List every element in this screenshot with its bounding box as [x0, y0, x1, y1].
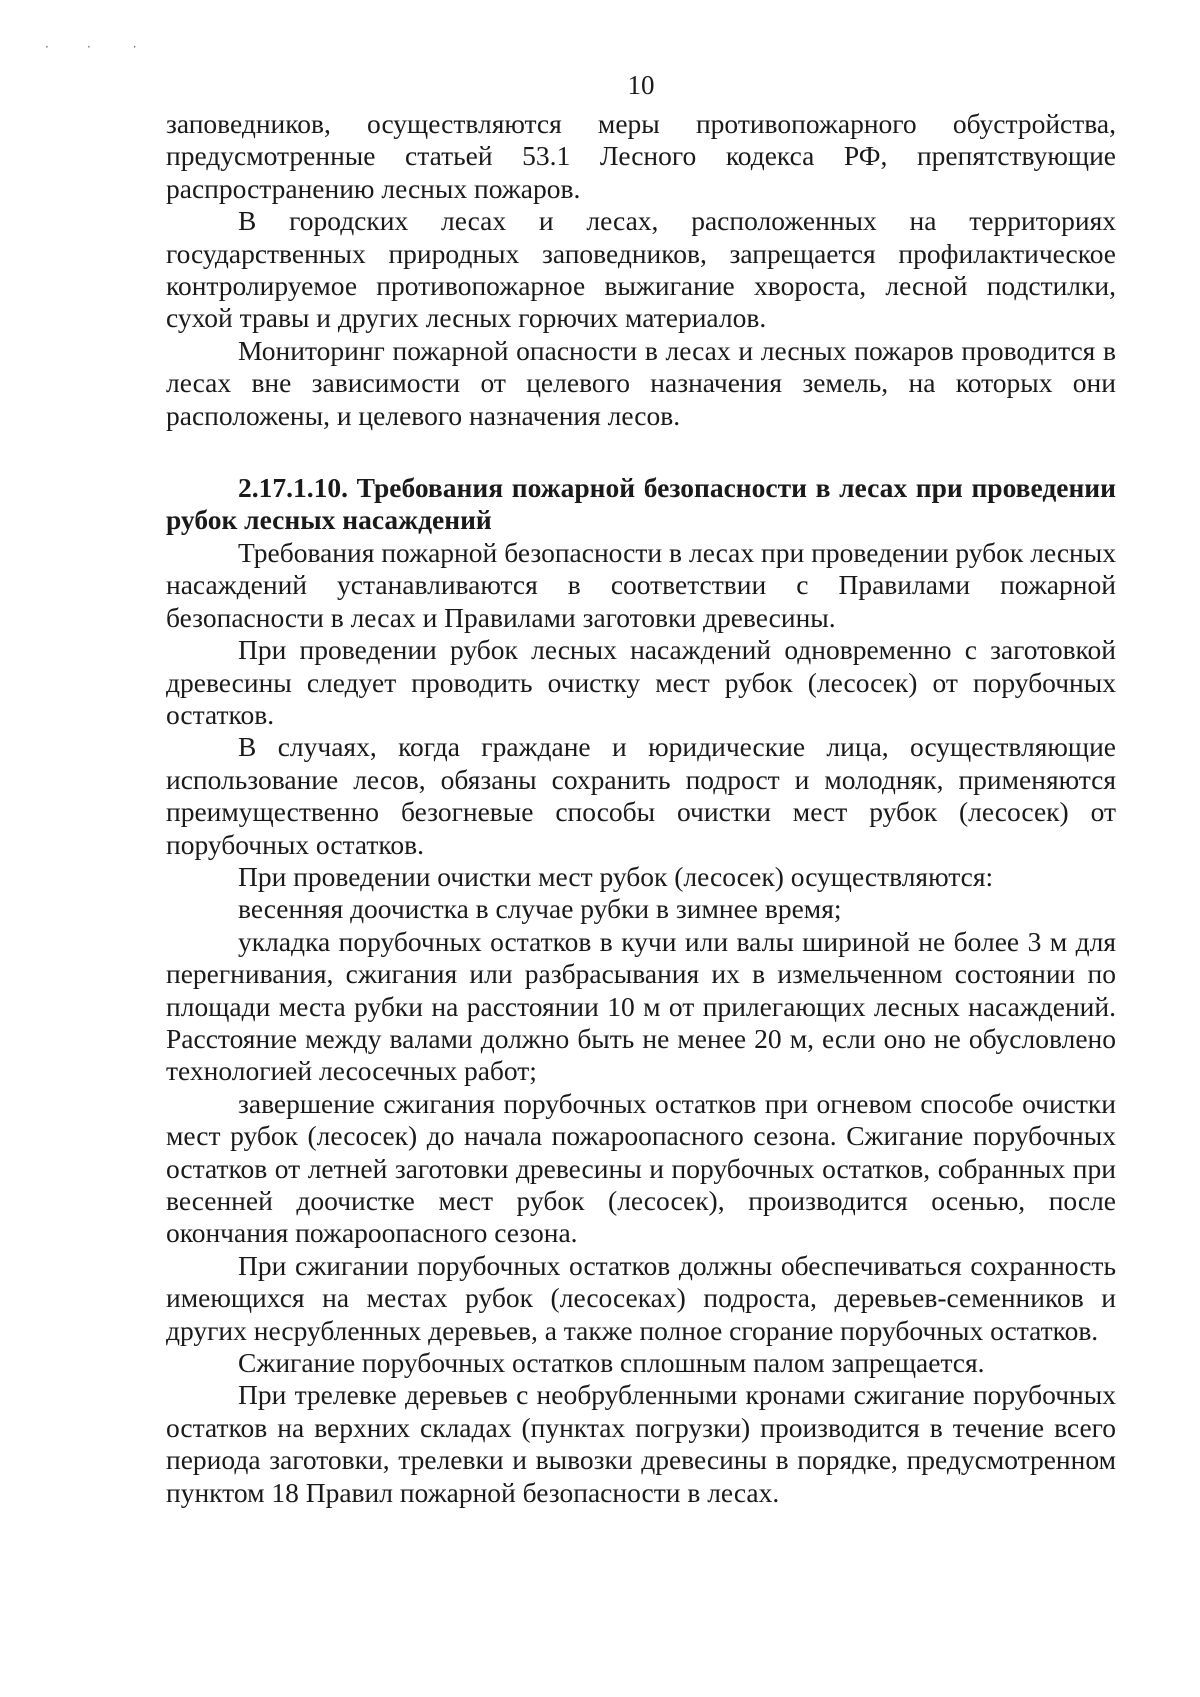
section-heading: 2.17.1.10. Требования пожарной безопасности в лесах при проведении рубок лесных насаждений	[166, 472, 1116, 536]
section-paragraph-10: При трелевке деревьев с необрубленными кронами сжигание порубочных остатков на верхних складах (пунктах погрузки) производится в течение всего периода заготовки, трелевки и вывозки древесины в порядке, предусмотренном пунктом 18 Правил пожарной безопасности в лесах.	[166, 1379, 1116, 1508]
section-paragraph-5: весенняя доочистка в случае рубки в зимнее время;	[238, 893, 842, 925]
section-paragraph-7: завершение сжигания порубочных остатков при огневом способе очистки мест рубок (лесосек) до начала пожароопасного сезона. Сжигание порубочных остатков от летней заготовки древесины и порубочных остатков, собранных при весенней доочистке мест рубок (лесосек), производится осенью, после окончания пожароопасного сезона.	[166, 1087, 1116, 1249]
paragraph-top-3: Мониторинг пожарной опасности в лесах и лесных пожаров проводится в лесах вне зависимости от целевого назначения земель, на которых они расположены, и целевого назначения лесов.	[166, 334, 1116, 431]
scan-artifact: · · ·	[45, 40, 137, 54]
section-paragraph-1: Требования пожарной безопасности в лесах при проведении рубок лесных насаждений устанавливаются в соответствии с Правилами пожарной безопасности в лесах и Правилами заготовки древесины.	[166, 536, 1116, 633]
section-paragraph-3: В случаях, когда граждане и юридические лица, осуществляющие использование лесов, обязаны сохранить подрост и молодняк, применяются преимущественно безогневые способы очистки мест рубок (лесосек) от порубочных остатков.	[166, 731, 1116, 860]
paragraph-top-2: В городских лесах и лесах, расположенных на территориях государственных природных заповедников, запрещается профилактическое контролируемое противопожарное выжигание хвороста, лесной подстилки, сухой травы и других лесных горючих материалов.	[166, 205, 1116, 334]
section-paragraph-8: При сжигании порубочных остатков должны обеспечиваться сохранность имеющихся на местах рубок (лесосеках) подроста, деревьев-семенников и других несрубленных деревьев, а также полное сгорание порубочных остатков.	[166, 1249, 1116, 1346]
section-paragraph-2: При проведении рубок лесных насаждений одновременно с заготовкой древесины следует проводить очистку мест рубок (лесосек) от порубочных остатков.	[166, 634, 1116, 730]
page-number: 10	[627, 70, 655, 100]
document-page	[166, 68, 1116, 1509]
section-paragraph-6: укладка порубочных остатков в кучи или валы шириной не более 3 м для перегнивания, сжигания или разбрасывания их в измельченном состоянии по площади места рубки на расстоянии 10 м от прилегающих лесных насаждений. Расстояние между валами должно быть не менее 20 м, если оно не обусловлено технологией лесосечных работ;	[166, 925, 1116, 1087]
section-paragraph-4: При проведении очистки мест рубок (лесосек) осуществляются:	[238, 860, 994, 892]
paragraph-top-1: заповедников, осуществляются меры противопожарного обустройства, предусмотренные статьей 53.1 Лесного кодекса РФ, препятствующие распространению лесных пожаров.	[166, 108, 1116, 204]
section-paragraph-9: Сжигание порубочных остатков сплошным палом запрещается.	[238, 1347, 985, 1379]
